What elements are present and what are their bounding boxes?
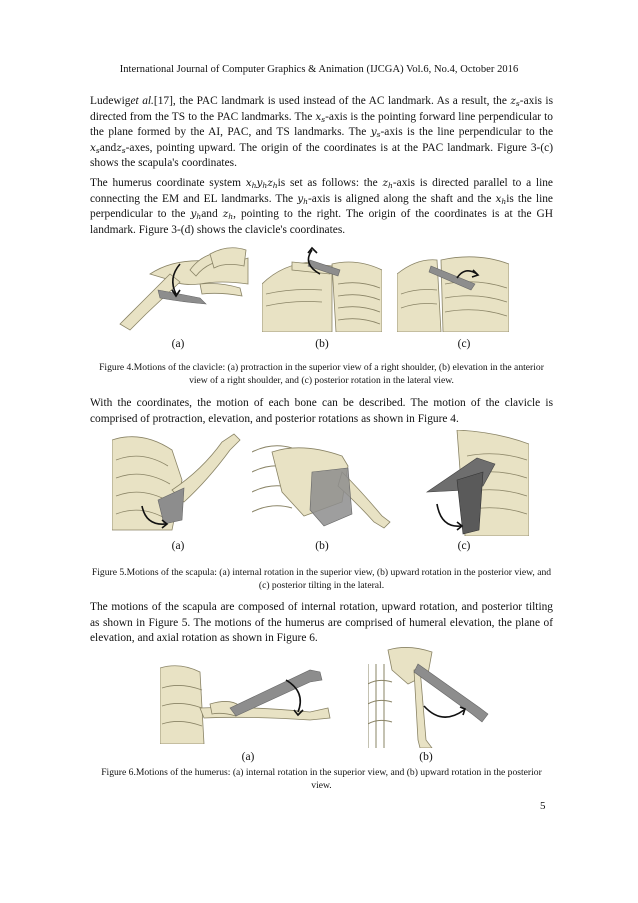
page-number: 5 <box>540 800 546 812</box>
figure-4-label-a: (a) <box>171 338 185 350</box>
figure-4-caption: Figure 4.Motions of the clavicle: (a) protraction in the superior view of a right shoulder, (b) elevation in the anterior view of a right shoulder, and (c) posterior rotation in the lateral view. <box>99 362 544 386</box>
figure-5-label-b: (b) <box>315 540 329 552</box>
text: -axis is the pointing forward line perpendicular to the plane formed by the AI, PAC, and TS landmarks. The <box>90 110 554 139</box>
text: , pointing to the right. The origin of the coordinates is at the GH landmark. Figure 3-(d) shows the clavicle's coordinates. <box>90 208 554 236</box>
paragraph-scapula-coordinates <box>90 94 553 172</box>
text: -axes, pointing upward. The origin of the coordinates is at the PAC landmark. Figure 3-(c) shows the scapula's coordinates. <box>90 141 553 170</box>
figure-6-caption: Figure 6.Motions of the humerus: (a) internal rotation in the superior view, and (b) upward rotation in the posterior view. <box>101 767 542 791</box>
text: [17], the PAC landmark is used instead of the AC landmark. As a result, the <box>153 95 511 107</box>
math-zh: $z_h$ <box>382 177 393 190</box>
text: is set as follows: the <box>277 177 383 189</box>
figure-5-panel-c <box>407 430 529 536</box>
figure-4-label-b: (b) <box>315 338 329 350</box>
text: is the line perpendicular to the <box>90 192 553 221</box>
text: and <box>201 208 223 221</box>
figure-4-panel-c <box>397 244 509 332</box>
text: -axis is aligned along the shaft and the <box>307 192 496 205</box>
math-yh: $y_h$ <box>190 208 202 222</box>
figure-6-label-b: (b) <box>419 751 433 763</box>
figure-6-label-a: (a) <box>241 751 255 763</box>
figure-4-panel-b <box>262 244 382 332</box>
paragraph-clavicle-motion: With the coordinates, the motion of each bone can be described. The motion of the clavicle is comprised of protraction, elevation, and posterior rotations as shown in Figure 4. <box>90 397 553 425</box>
figure-5-label-c: (c) <box>457 540 471 552</box>
math-zh: $z_h$ <box>222 208 234 222</box>
figure-4-panel-a <box>110 244 250 332</box>
paragraph-scapula-humerus-motion: The motions of the scapula are composed of internal rotation, upward rotation, and posterior tilting as shown in Figure 5. The motions of the humerus are comprised of humeral elevation, the plane of elevation, and axial rotation as shown in Figure 6. <box>90 601 553 645</box>
text: -axis is directed from the TS to the PAC landmarks. The <box>90 95 554 123</box>
math-xs: $x_s$ <box>90 141 100 155</box>
text: -axis is directed parallel to a line connecting the EM and EL landmarks. The <box>90 177 553 205</box>
text: Ludewig <box>90 95 131 107</box>
running-header: International Journal of Computer Graphics & Animation (IJCGA) Vol.6, No.4, October 2016 <box>119 64 519 75</box>
math-xs: $x_s$ <box>315 110 326 124</box>
text: -axis is the line perpendicular to the <box>380 126 553 139</box>
figure-6-panel-a <box>160 658 332 744</box>
math-xyz-h: $x_hy_hz_h$ <box>245 177 278 190</box>
text: and <box>99 141 117 154</box>
figure-5-panel-b <box>252 432 392 532</box>
figure-4-label-c: (c) <box>457 338 471 350</box>
math-zs: $z_s$ <box>510 95 520 108</box>
figure-5-panel-a <box>112 430 242 536</box>
paragraph-humerus-coordinates <box>90 176 553 238</box>
figure-5-label-a: (a) <box>171 540 185 552</box>
math-yh: $y_h$ <box>297 192 308 206</box>
math-xh: $x_h$ <box>495 192 507 206</box>
math-ys: $y_s$ <box>370 126 381 140</box>
text: et al. <box>130 95 154 107</box>
figure-5-caption: Figure 5.Motions of the scapula: (a) internal rotation in the superior view, (b) upward rotation in the posterior view, and (c) posterior tilting in the lateral. <box>91 567 552 591</box>
text: The humerus coordinate system <box>90 177 246 189</box>
figure-6-panel-b <box>368 644 490 748</box>
math-zs: $z_s$ <box>116 141 126 155</box>
